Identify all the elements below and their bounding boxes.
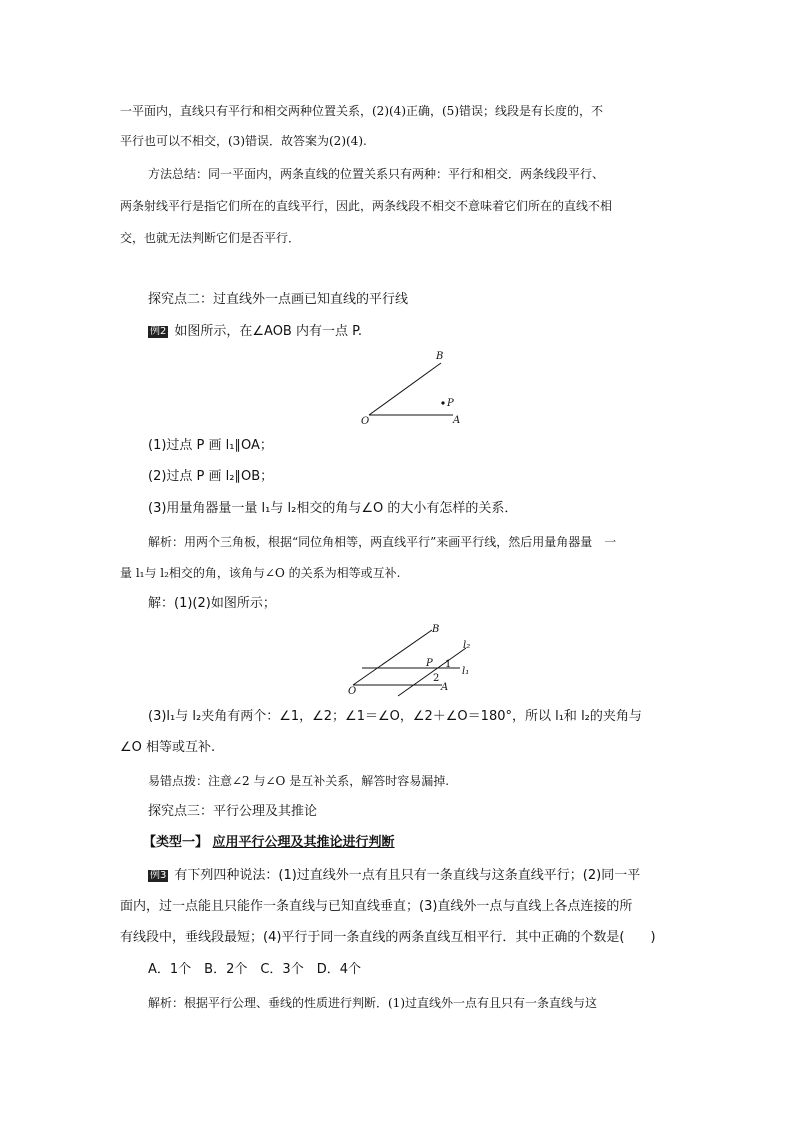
example3-line1-row bbox=[148, 866, 640, 886]
type1-bracket: 【类型一】 bbox=[143, 835, 209, 850]
type1-title: 应用平行公理及其推论进行判断 bbox=[212, 835, 395, 850]
label-angle-1: 1 bbox=[445, 659, 452, 670]
pitfall-text: 易错点拨：注意∠2 与∠O 是互补关系，解答时容易漏掉. bbox=[148, 774, 450, 788]
example-badge: 例3 bbox=[150, 870, 167, 881]
label-o: O bbox=[361, 416, 370, 427]
label-p: P bbox=[426, 658, 433, 669]
section3-title: 探究点三：平行公理及其推论 bbox=[148, 804, 318, 819]
example2-prompt: 如图所示，在∠AOB 内有一点 P. bbox=[174, 324, 363, 339]
method-line3: 交，也就无法判断它们是否平行． bbox=[120, 231, 301, 245]
type1-heading bbox=[143, 833, 395, 853]
label-l1: l₁ bbox=[462, 666, 470, 677]
analysis2-line2: 量 l₁与 l₂相交的角，该角与∠O 的关系为相等或互补. bbox=[120, 566, 401, 580]
solution2-line1: (3)l₁与 l₂夹角有两个：∠1，∠2；∠1＝∠O，∠2＋∠O＝180°，所以 l₁和 l₂的夹角与 bbox=[148, 709, 642, 724]
label-b: B bbox=[432, 624, 440, 635]
angle-figure bbox=[355, 345, 475, 430]
solution2-intro: 解：(1)(2)如图所示； bbox=[148, 596, 276, 611]
solution2-line2: ∠O 相等或互补. bbox=[120, 740, 216, 755]
label-a: A bbox=[453, 415, 461, 426]
para1-line2: 平行也可以不相交，(3)错误．故答案为(2)(4). bbox=[120, 134, 367, 148]
example3-line3: 有线段中，垂线段最短；(4)平行于同一条直线的两条直线互相平行．其中正确的个数是( ) bbox=[120, 930, 656, 945]
example-badge: 例2 bbox=[150, 326, 167, 337]
label-l2: l₂ bbox=[463, 640, 471, 651]
label-b: B bbox=[436, 351, 444, 362]
analysis3-line1: 解析：根据平行公理、垂线的性质进行判断．(1)过直线外一点有且只有一条直线与这 bbox=[148, 996, 598, 1010]
line-l2 bbox=[398, 648, 466, 696]
ray-ob bbox=[369, 363, 441, 415]
ray-ob bbox=[353, 630, 432, 685]
example3-options: A．1个 B．2个 C．3个 D．4个 bbox=[148, 962, 361, 977]
label-angle-2: 2 bbox=[433, 673, 440, 684]
method-line2: 两条射线平行是指它们所在的直线平行，因此，两条线段不相交不意味着它们所在的直线不相 bbox=[120, 199, 613, 213]
analysis2-line1: 解析：用两个三角板，根据“同位角相等，两直线平行”来画平行线，然后用量角器量 一 bbox=[148, 535, 617, 549]
example2-q1: (1)过点 P 画 l₁∥OA； bbox=[148, 438, 273, 453]
label-a: A bbox=[441, 682, 449, 693]
example2-prompt-line bbox=[148, 322, 362, 342]
point-p bbox=[441, 401, 444, 404]
section2-title: 探究点二：过直线外一点画已知直线的平行线 bbox=[148, 292, 409, 307]
example2-q3: (3)用量角器量一量 l₁与 l₂相交的角与∠O 的大小有怎样的关系． bbox=[148, 501, 518, 516]
example3-line1: 有下列四种说法：(1)过直线外一点有且只有一条直线与这条直线平行；(2)同一平 bbox=[174, 868, 641, 883]
example3-line2: 面内，过一点能且只能作一条直线与已知直线垂直；(3)直线外一点与直线上各点连接的所 bbox=[120, 899, 633, 914]
para1-line1: 一平面内，直线只有平行和相交两种位置关系，(2)(4)正确，(5)错误；线段是有长度的，不 bbox=[120, 104, 603, 118]
label-p: P bbox=[447, 398, 454, 409]
label-o: O bbox=[348, 686, 357, 697]
parallel-lines-figure bbox=[342, 620, 482, 700]
method-line1: 方法总结：同一平面内，两条直线的位置关系只有两种：平行和相交．两条线段平行、 bbox=[148, 167, 605, 181]
example2-q2: (2)过点 P 画 l₂∥OB； bbox=[148, 469, 274, 484]
